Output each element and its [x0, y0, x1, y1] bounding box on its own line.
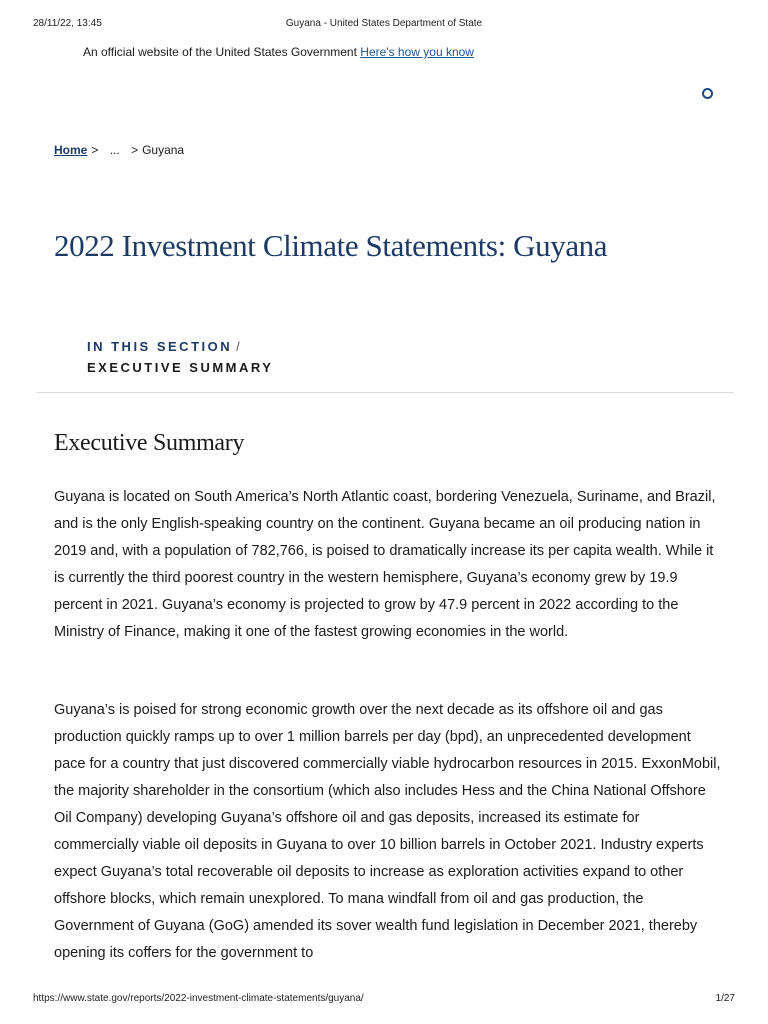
breadcrumb-ellipsis[interactable]: ... [109, 143, 120, 157]
section-nav-label-row [87, 339, 273, 354]
gov-banner [83, 45, 474, 59]
section-heading: Executive Summary [54, 430, 245, 456]
gov-banner-text: An official website of the United States Government [83, 45, 357, 59]
page-title: 2022 Investment Climate Statements: Guyana [54, 228, 608, 263]
breadcrumb-home-link[interactable]: Home [54, 143, 88, 157]
print-datetime: 28/11/22, 13:45 [33, 18, 102, 29]
section-nav-slash: / [236, 339, 240, 354]
article-paragraph: Guyana is located on South America’s North Atlantic coast, bordering Venezuela, Suriname, and Brazil, and is the only English-speaking country on the continent. Guyana became an oil producing nation in 2019 and, with a population of 782,766, is poised to dramatically increase its per capita wealth. While it is currently the third poorest country in the western hemisphere, Guyana’s economy grew by 19.9 percent in 2021. Guyana’s economy is projected to grow by 47.9 percent in 2022 according to the Ministry of Finance, making it one of the fastest growing economies in the world. [54, 489, 716, 640]
heres-how-you-know-link[interactable]: Here's how you know [360, 45, 474, 59]
print-url: https://www.state.gov/reports/2022-investment-climate-statements/guyana/ [33, 993, 364, 1004]
article-paragraph: Guyana’s is poised for strong economic growth over the next decade as its offshore oil and gas production quickly ramps up to over 1 million barrels per day (bpd), an unprecedented development pace for a country that just discovered commercially viable hydrocarbon resources in 2015. ExxonMobil, the majority shareholder in the consortium (which also includes Hess and the China National Offshore Oil Company) developing Guyana’s offshore oil and gas deposits, increased its estimate for commercially viable oil deposits in Guyana to over 10 billion barrels in October 2021. Industry experts expect Guyana’s total recoverable oil deposits to increase as exploration activities expand to other offshore blocks, which remain unexplored. To mana windfall from oil and gas production, the Government of Guyana (GoG) amended its sover wealth fund legislation in December 2021, thereby opening its coffers for the government to [54, 702, 721, 961]
breadcrumb-separator: > [131, 143, 139, 157]
breadcrumb-current: Guyana [142, 143, 185, 157]
search-icon[interactable] [702, 88, 713, 99]
section-nav [87, 339, 273, 375]
breadcrumb [54, 143, 184, 157]
section-nav-current[interactable]: EXECUTIVE SUMMARY [87, 360, 274, 375]
page-number: 1/27 [715, 993, 735, 1004]
breadcrumb-separator: > [91, 143, 99, 157]
section-divider [36, 392, 734, 393]
print-page-title: Guyana - United States Department of State [285, 18, 483, 29]
section-nav-label: IN THIS SECTION [87, 339, 233, 354]
